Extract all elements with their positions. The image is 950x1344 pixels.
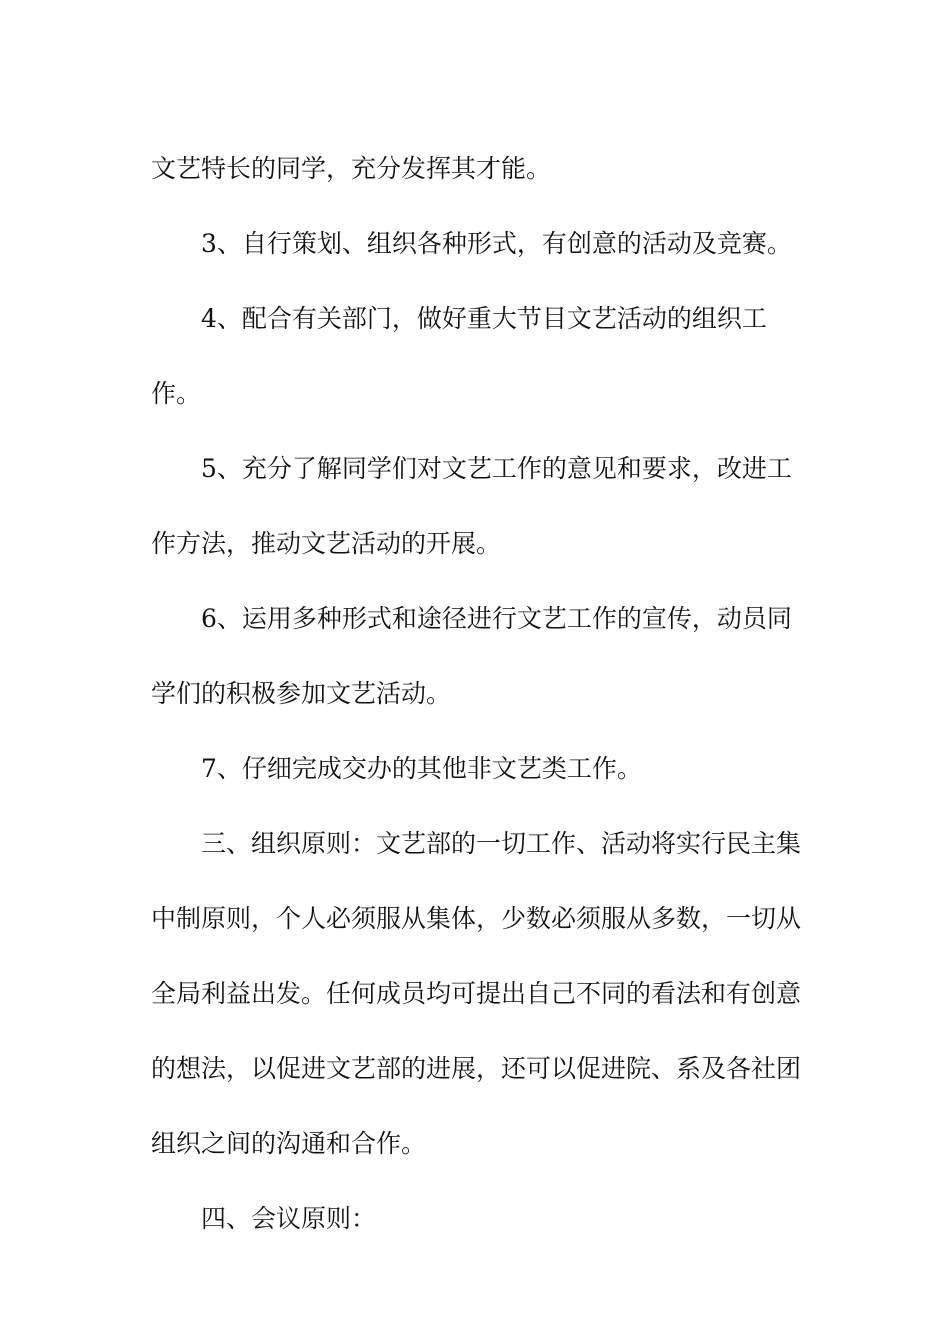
- paragraph-item-4: 4、配合有关部门，做好重大节目文艺活动的组织工作。: [151, 304, 767, 408]
- paragraph-item-3: 3、自行策划、组织各种形式，有创意的活动及竞赛。: [201, 229, 792, 258]
- paragraph-continuation: 文艺特长的同学，充分发挥其才能。: [151, 154, 552, 183]
- paragraph-item-5: 5、充分了解同学们对文艺工作的意见和要求，改进工作方法，推动文艺活动的开展。: [151, 454, 792, 558]
- paragraph-item-7: 7、仔细完成交办的其他非文艺类工作。: [201, 754, 642, 783]
- paragraph-item-6: 6、运用多种形式和途径进行文艺工作的宣传，动员同学们的积极参加文艺活动。: [151, 604, 792, 708]
- paragraph-section-4-meeting-principles: 四、会议原则：: [201, 1204, 377, 1233]
- document-body: [151, 131, 811, 1256]
- paragraph-section-3-organization-principles: 三、组织原则：文艺部的一切工作、活动将实行民主集中制原则，个人必须服从集体，少数必须服从多数，一切从全局利益出发。任何成员均可提出自己不同的看法和有创意的想法，以促进文艺部的进展，还可以促进院、系及各社团组织之间的沟通和合作。: [151, 829, 802, 1158]
